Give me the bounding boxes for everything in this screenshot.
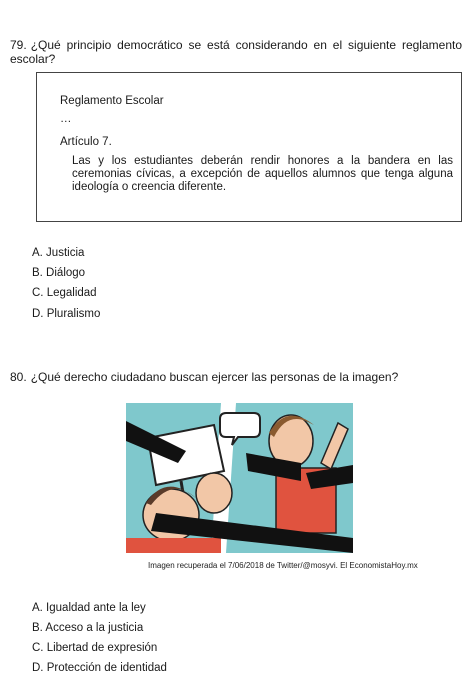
q79-option-a[interactable]: A. Justicia [32, 247, 85, 259]
q80-option-d[interactable]: D. Protección de identidad [32, 662, 167, 674]
regulation-heading: Reglamento Escolar [60, 95, 164, 107]
regulation-article: Artículo 7. [60, 136, 112, 148]
question-80 [10, 370, 462, 384]
q80-option-c[interactable]: C. Libertad de expresión [32, 642, 158, 654]
q80-option-b[interactable]: B. Acceso a la justicia [32, 622, 144, 634]
q79-option-b[interactable]: B. Diálogo [32, 267, 86, 279]
question-79-text: ¿Qué principio democrático se está considerando en el siguiente reglamento escolar? [10, 38, 462, 66]
question-80-number: 80. [10, 370, 27, 384]
question-79-number: 79. [10, 38, 27, 52]
q80-option-a[interactable]: A. Igualdad ante la ley [32, 602, 146, 614]
protest-illustration [126, 403, 353, 553]
person-shirt-left [126, 538, 221, 553]
image-caption: Imagen recuperada el 7/06/2018 de Twitter/@mosyvi. El EconomistaHoy.mx [148, 561, 418, 570]
q79-option-d[interactable]: D. Pluralismo [32, 308, 101, 320]
regulation-paragraph: Las y los estudiantes deberán rendir honores a la bandera en las ceremonias cívicas, a excepción de aquellos alumnos que tenga alguna ideología o creencia diferente. [72, 155, 453, 193]
person-face-back [196, 473, 232, 513]
q79-option-c[interactable]: C. Legalidad [32, 287, 97, 299]
question-79 [10, 38, 462, 66]
question-80-text: ¿Qué derecho ciudadano buscan ejercer las personas de la imagen? [30, 370, 399, 384]
regulation-ellipsis: … [60, 113, 72, 125]
regulation-box [36, 72, 462, 222]
